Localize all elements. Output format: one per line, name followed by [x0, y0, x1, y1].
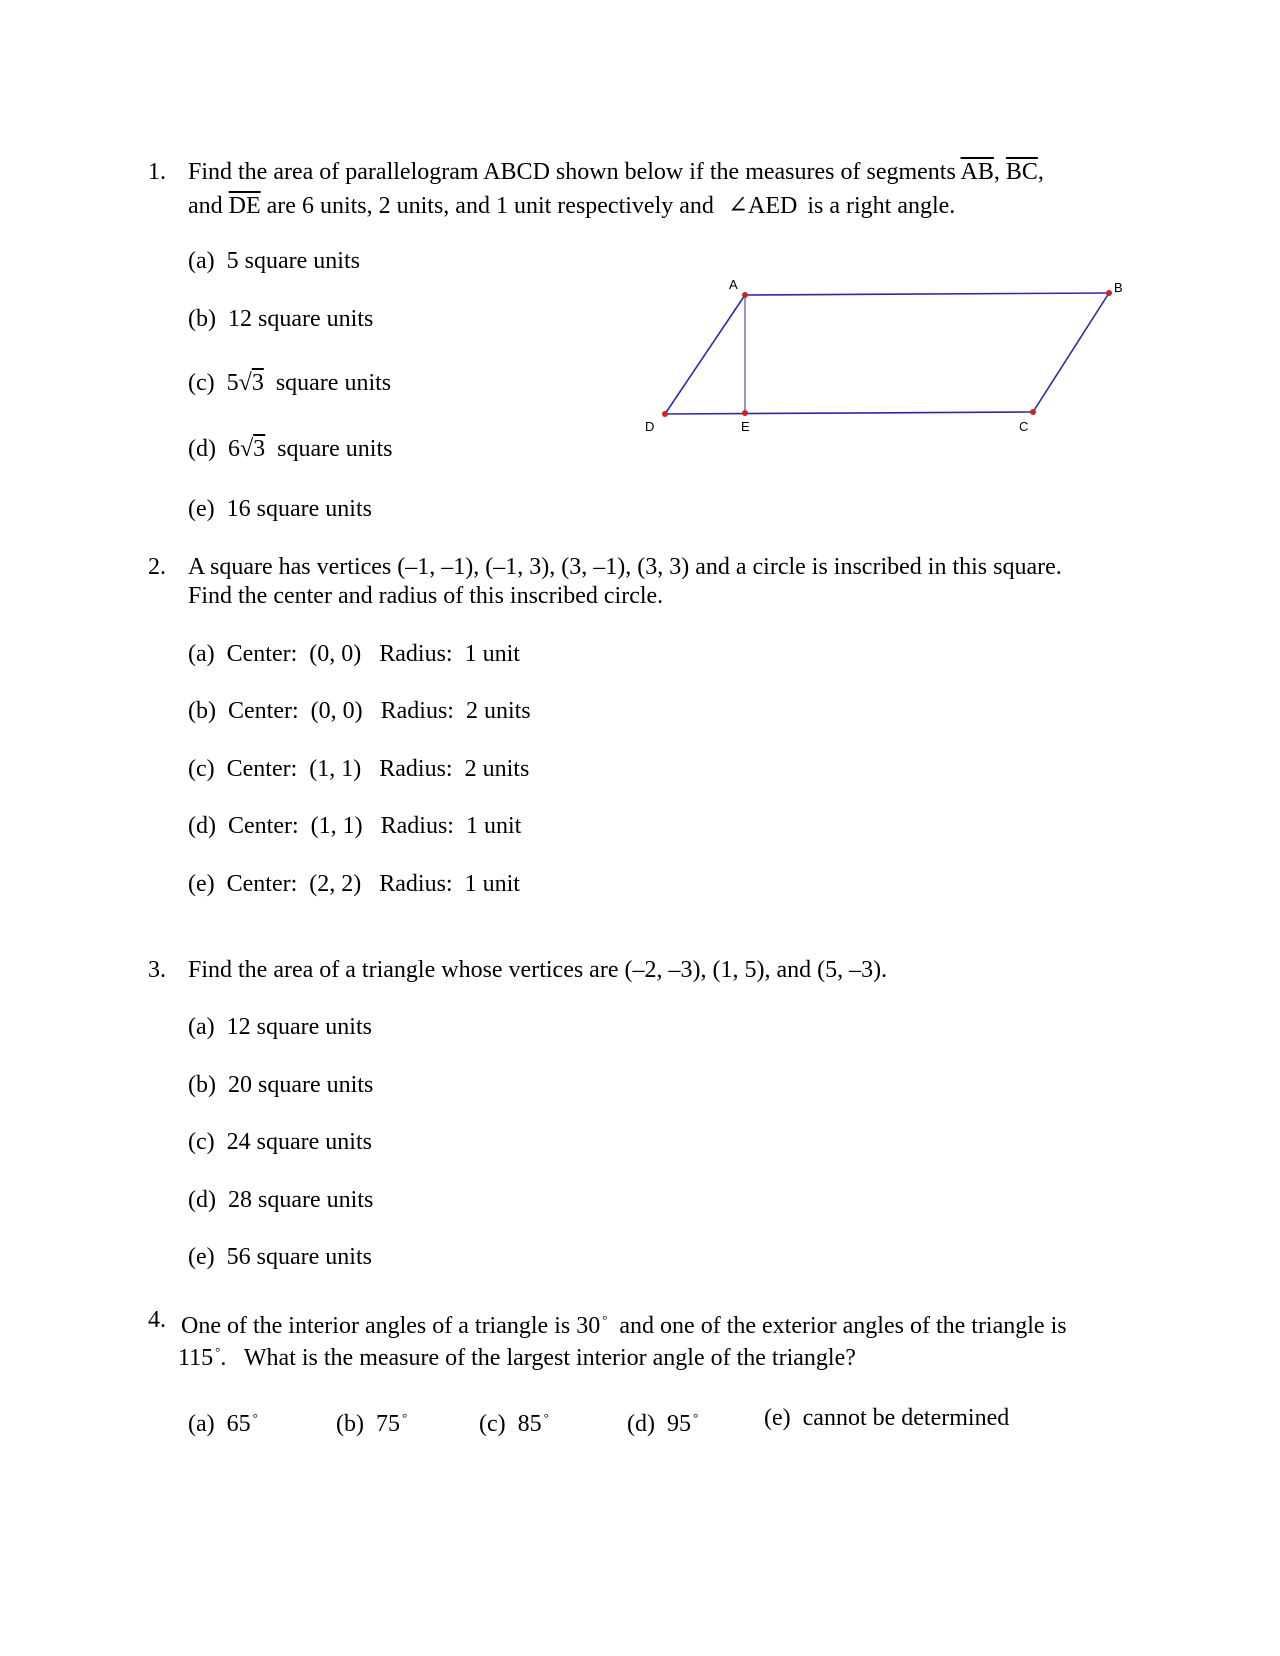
option-c[interactable]: (c) 85 °: [479, 1410, 549, 1437]
option-c[interactable]: (c) Center: (1, 1) Radius: 2 units: [188, 756, 530, 782]
parallelogram-diagram: [640, 275, 1123, 445]
option-d[interactable]: (d) Center: (1, 1) Radius: 1 unit: [188, 813, 522, 839]
segment-ab-line: [745, 293, 1109, 295]
option-e[interactable]: (e) Center: (2, 2) Radius: 1 unit: [188, 871, 520, 897]
option-a[interactable]: (a) 5 square units: [188, 248, 360, 274]
degree-symbol: °: [215, 1344, 221, 1359]
segment-da-line: [665, 295, 745, 414]
label-b: B: [1114, 280, 1123, 295]
diagram-lines: [665, 293, 1109, 414]
segment-de: $\overline{DE}$: [228, 193, 261, 219]
option-d[interactable]: (d) 6√3 square units: [188, 436, 393, 462]
label-e: E: [741, 419, 750, 434]
question-text-line-1: One of the interior angles of a triangle is 30 ° and one of the exterior angles of the triangle is: [181, 1312, 1067, 1339]
question-text-line-1: Find the area of a triangle whose vertices are (–2, –3), (1, 5), and (5, –3).: [188, 957, 888, 983]
option-b[interactable]: (b) 75 °: [336, 1410, 408, 1437]
question-number: 1.: [148, 159, 166, 185]
diagram-points: [662, 290, 1112, 417]
point-b: [1106, 290, 1112, 296]
point-a: [742, 292, 748, 298]
segment-bc-line: [1033, 293, 1109, 412]
option-d[interactable]: (d) 28 square units: [188, 1187, 374, 1213]
point-d: [662, 411, 668, 417]
option-d[interactable]: (d) 95 °: [627, 1410, 699, 1437]
option-b[interactable]: (b) 12 square units: [188, 306, 374, 332]
question-text-line-2: 115 °. What is the measure of the largest interior angle of the triangle?: [178, 1344, 856, 1371]
point-e: [742, 410, 748, 416]
degree-symbol: °: [602, 1312, 608, 1327]
segment-bc: $\overline{BC}$: [1005, 159, 1038, 185]
question-text-line-1: A square has vertices (–1, –1), (–1, 3), (3, –1), (3, 3) and a circle is inscribed in this square.: [188, 554, 1062, 580]
option-c[interactable]: (c) 5√3 square units: [188, 370, 392, 396]
question-number: 3.: [148, 957, 166, 983]
option-a[interactable]: (a) 12 square units: [188, 1014, 372, 1040]
option-e[interactable]: (e) 16 square units: [188, 496, 372, 522]
point-c: [1030, 409, 1036, 415]
question-text-line-2: Find the center and radius of this inscribed circle.: [188, 583, 664, 609]
option-e[interactable]: (e) 56 square units: [188, 1244, 372, 1270]
question-number: 4.: [148, 1307, 166, 1333]
label-d: D: [645, 419, 655, 434]
label-c: C: [1019, 419, 1029, 434]
question-text-line-2: and $\overline{DE}$ are 6 units, 2 units, and 1 unit respectively and ∠AED is a right angle.: [188, 193, 956, 219]
option-e[interactable]: (e) cannot be determined: [764, 1405, 1010, 1431]
question-number: 2.: [148, 554, 166, 580]
option-a[interactable]: (a) Center: (0, 0) Radius: 1 unit: [188, 641, 520, 667]
option-b[interactable]: (b) Center: (0, 0) Radius: 2 units: [188, 698, 531, 724]
segment-ab: $\overline{AB}$: [960, 159, 994, 185]
label-a: A: [729, 277, 738, 292]
question-text-line-1: Find the area of parallelogram ABCD shown below if the measures of segments $\overline{AB}$, $\overline{BC}$,: [188, 159, 1044, 185]
segment-cd-line: [665, 412, 1033, 414]
option-b[interactable]: (b) 20 square units: [188, 1072, 374, 1098]
angle-symbol: ∠: [727, 193, 748, 219]
option-c[interactable]: (c) 24 square units: [188, 1129, 372, 1155]
option-a[interactable]: (a) 65 °: [188, 1410, 258, 1437]
